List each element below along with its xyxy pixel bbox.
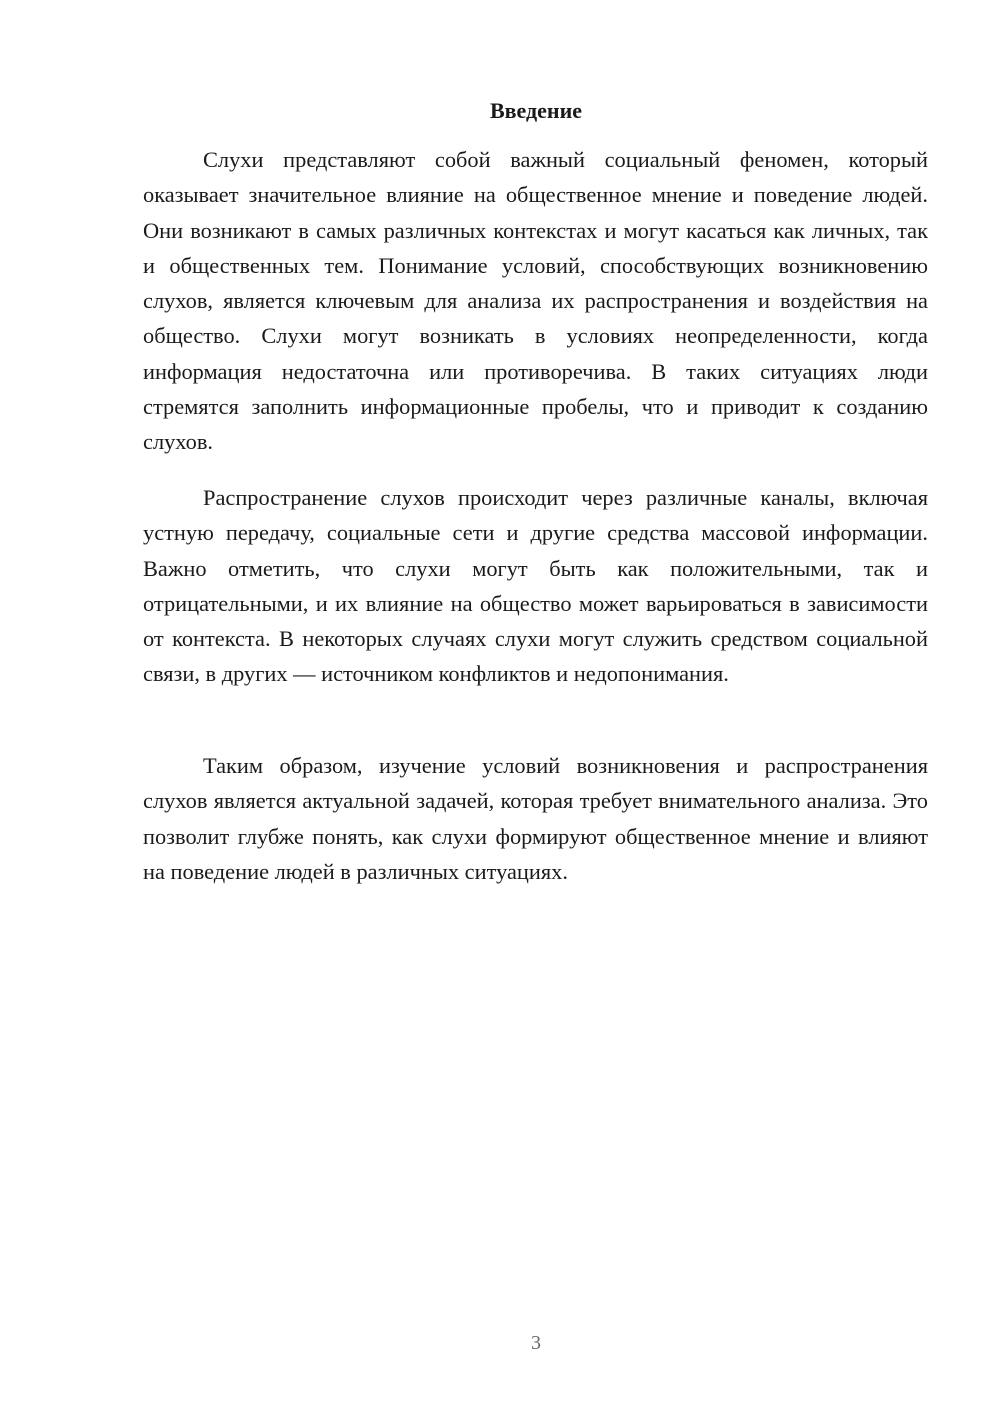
- section-heading: Введение: [489, 98, 583, 123]
- paragraph-2: Распространение слухов происходит через различные каналы, включая устную передачу, социальные сети и другие средства массовой информации. Важно отметить, что слухи могут быть как положительными, так и отрицательными, и их влияние на общество может варьироваться в зависимости от контекста. В некоторых случаях слухи могут служить средством социальной связи, в других — источником конфликтов и недопонимания.: [143, 485, 928, 687]
- paragraph-3: Таким образом, изучение условий возникновения и распространения слухов является актуальной задачей, которая требует внимательного анализа. Это позволит глубже понять, как слухи формируют общественное мнение и влияют на поведение людей в различных ситуациях.: [143, 753, 928, 884]
- paragraph-1: Слухи представляют собой важный социальный феномен, который оказывает значительное влияние на общественное мнение и поведение людей. Они возникают в самых различных контекстах и могут касаться как личных, так и общественных тем. Понимание условий, способствующих возникновению слухов, является ключевым для анализа их распространения и воздействия на общество. Слухи могут возникать в условиях неопределенности, когда информация недостаточна или противоречива. В таких ситуациях люди стремятся заполнить информационные пробелы, что и приводит к созданию слухов.: [143, 147, 928, 455]
- page-number: 3: [531, 1332, 541, 1354]
